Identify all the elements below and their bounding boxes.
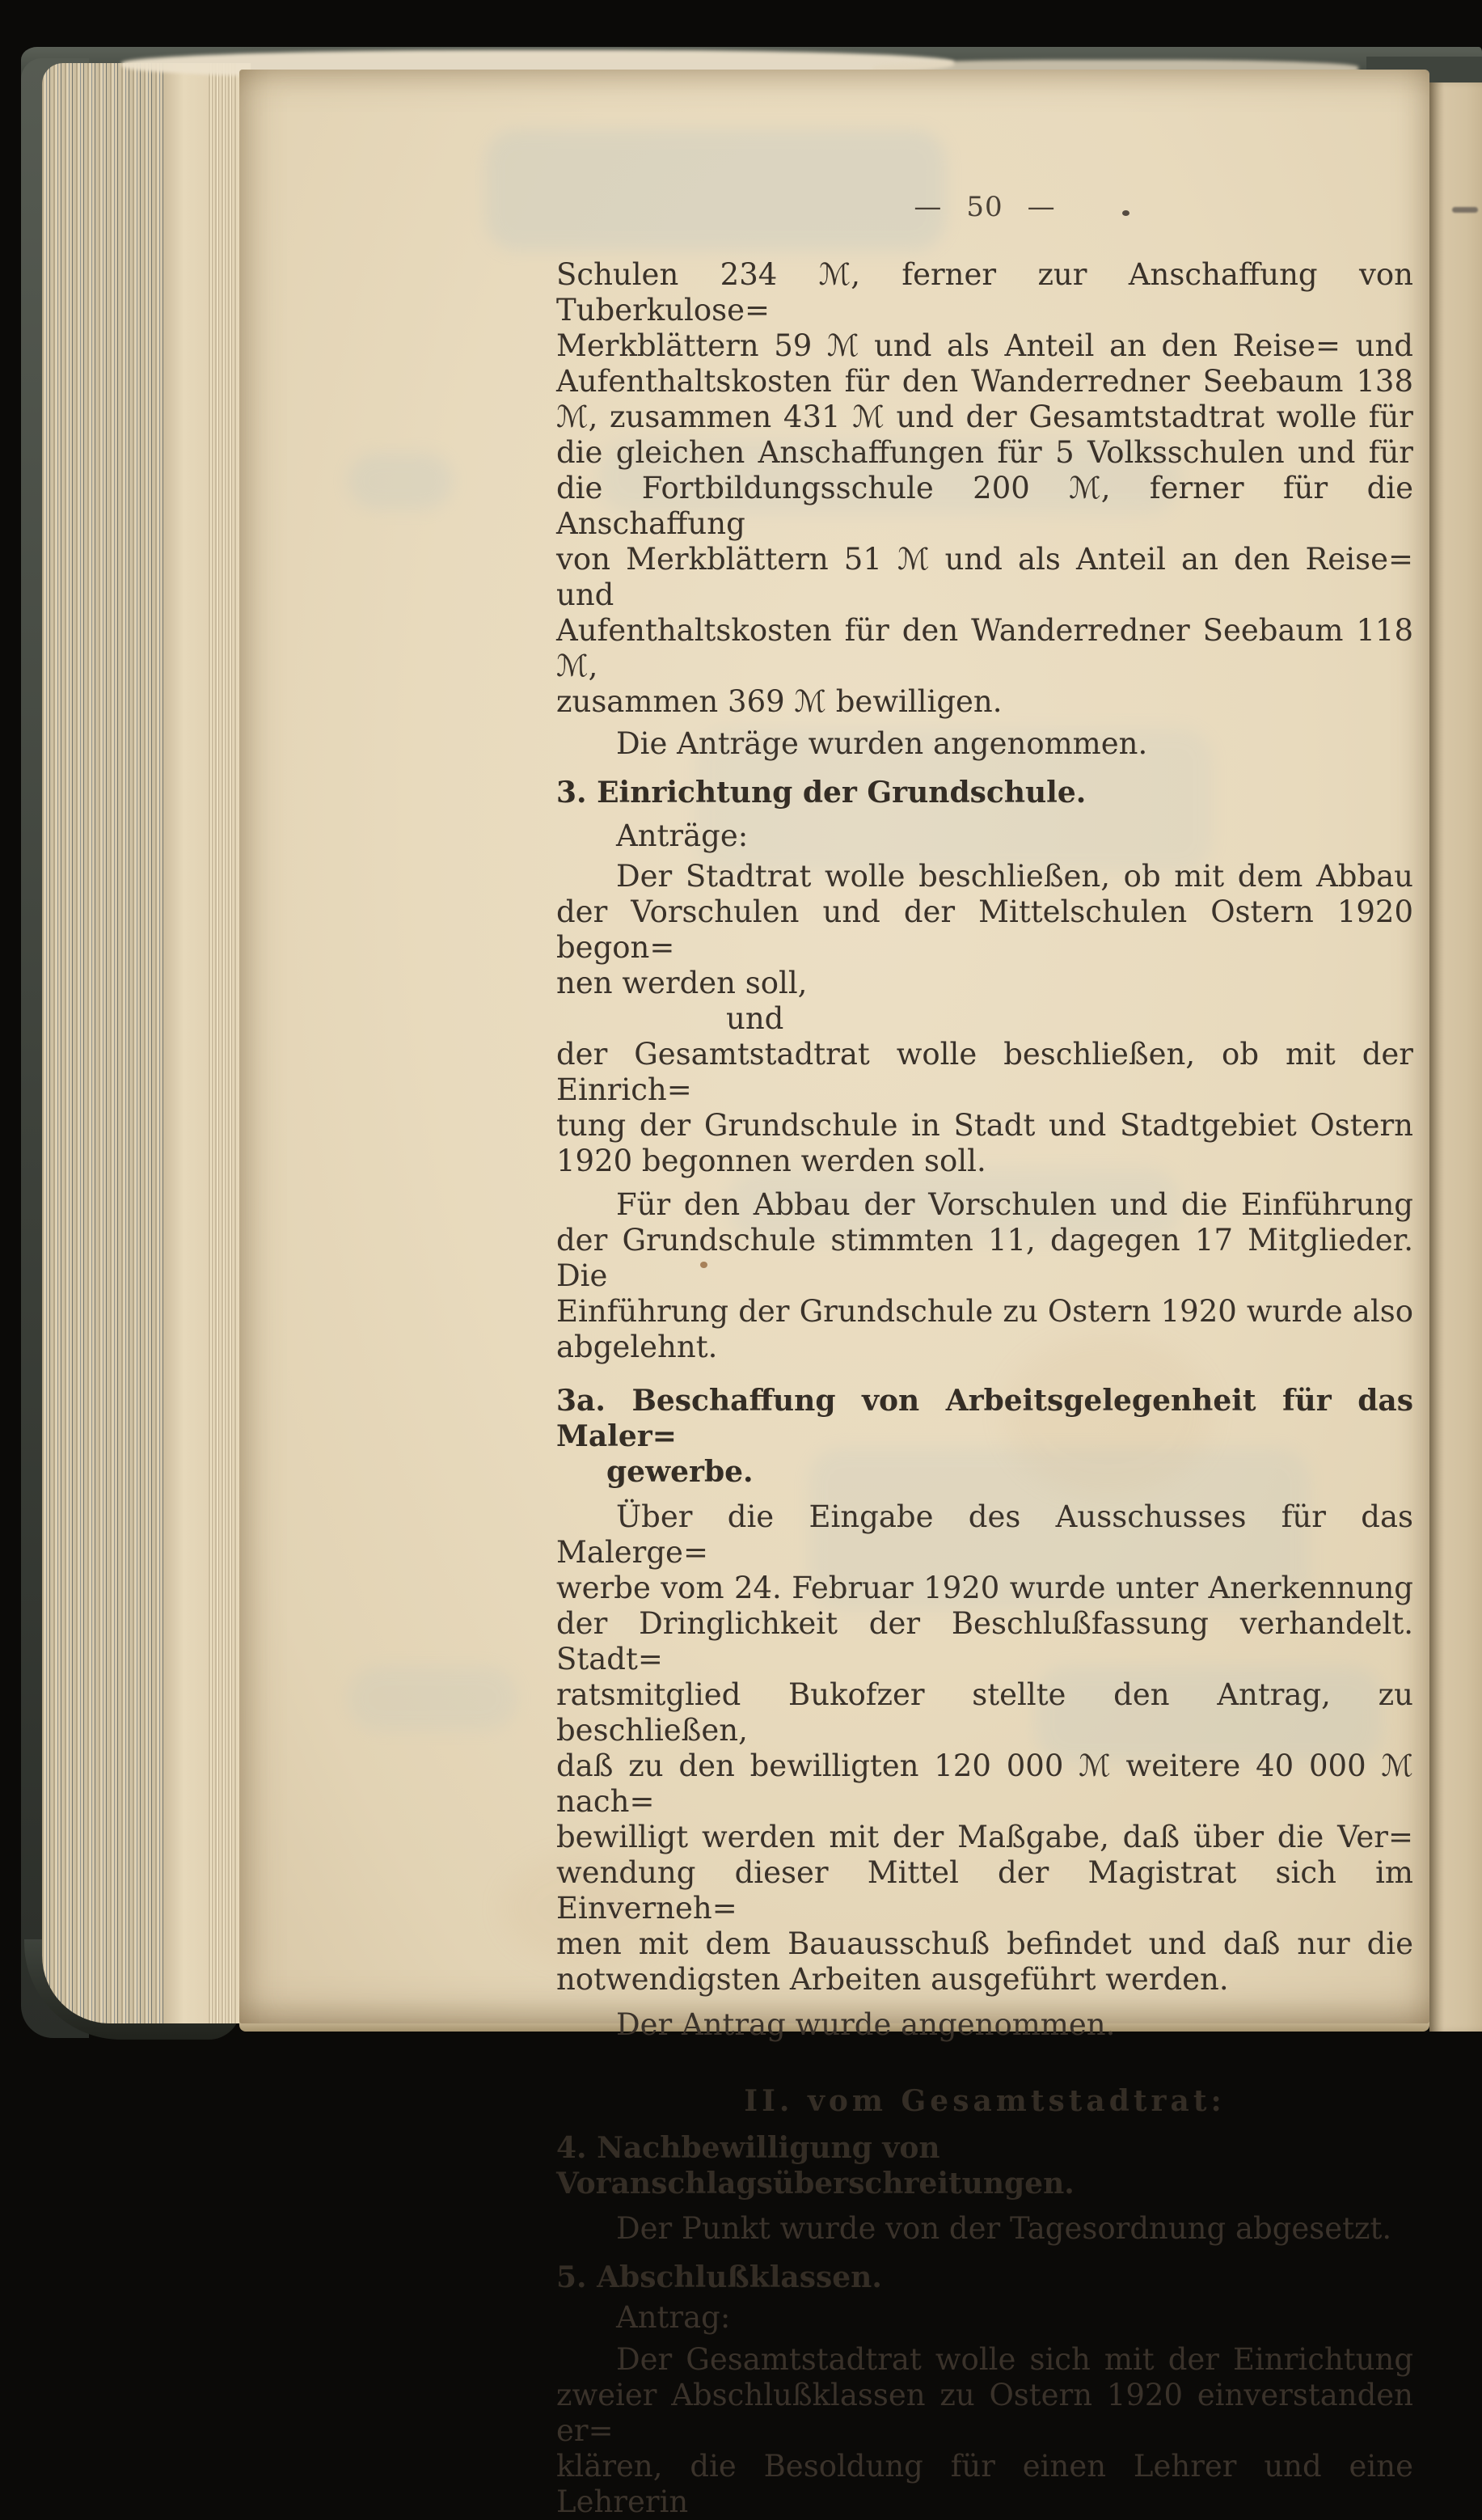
agenda-item-3-heading: 3. Einrichtung der Grundschule. [556,776,1087,810]
text-line: werbe vom 24. Februar 1920 wurde unter Anerkennung [556,1571,1413,1605]
page-edge-stack [42,63,251,2023]
text-line: ℳ, zusammen 431 ℳ und der Gesamtstadtrat wolle für [556,400,1413,434]
page-number-header [556,191,1413,223]
text-line: notwendigsten Arbeiten ausgeführt werden. [556,1962,1229,1997]
agenda-item-3a-heading-line2: gewerbe. [606,1455,754,1489]
header-dash-left: — [914,191,943,223]
text-line: zweier Abschlußklassen zu Ostern 1920 einverstanden er= [556,2378,1413,2448]
text-line: Schulen 234 ℳ, ferner zur Anschaffung von Tuberkulose= [556,257,1413,328]
text-line: 1920 begonnen werden soll. [556,1144,986,1178]
text-line: men mit dem Bauausschuß befindet und daß nur die [556,1926,1413,1961]
text-line: Einführung der Grundschule zu Ostern 1920 wurde also [556,1294,1413,1329]
text-line: Merkblättern 59 ℳ und als Anteil an den Reise= und [556,328,1413,363]
agenda-item-3a-heading: 3a. Beschaffung von Arbeitsgelegenheit für das Maler= [556,1384,1413,1453]
text-line: der Gesamtstadtrat wolle beschließen, ob mit der Einrich= [556,1037,1413,1107]
showthrough-ghost [485,129,946,251]
text-line: die gleichen Anschaffungen für 5 Volksschulen und für [556,435,1413,470]
text-line: tung der Grundschule in Stadt und Stadtgebiet Ostern [556,1108,1413,1143]
page-stack-striations-outer [42,63,163,2023]
text-line: Aufenthaltskosten für den Wanderredner Seebaum 138 [556,364,1413,399]
paper-speck [1452,207,1478,213]
section-heading-II: II. vom Gesamtstadtrat: [744,2084,1226,2118]
text-line: bewilligt werden mit der Maßgabe, daß über die Ver= [556,1820,1413,1854]
text-line: nen werden soll, [556,966,808,1000]
text-line: der Vorschulen und der Mittelschulen Ostern 1920 begon= [556,894,1413,965]
text-line: die Fortbildungsschule 200 ℳ, ferner für die Anschaffung [556,471,1413,541]
text-line: daß zu den bewilligten 120 000 ℳ weitere 40 000 ℳ nach= [556,1748,1413,1819]
text-line: der Grundschule stimmten 11, dagegen 17 Mitglieder. Die [556,1223,1413,1293]
resolution-text: Der Antrag wurde angenommen. [616,2007,1116,2042]
resolution-text: Die Anträge wurden angenommen. [616,726,1148,761]
text-line: Aufenthaltskosten für den Wanderredner Seebaum 118 ℳ, [556,613,1413,683]
text-line: ratsmitglied Bukofzer stellte den Antrag, zu beschließen, [556,1677,1413,1748]
text-line: Für den Abbau der Vorschulen und die Einführung [616,1187,1413,1222]
resolution-text: Der Punkt wurde von der Tagesordnung abgesetzt. [616,2211,1392,2246]
paper-speck [700,1262,707,1268]
header-dash-right: — [1027,191,1056,223]
text-line: von Merkblättern 51 ℳ und als Anteil an den Reise= und [556,542,1413,612]
text-line: wendung dieser Mittel der Magistrat sich im Einverneh= [556,1855,1413,1926]
page-stack-smooth-band [163,63,209,2023]
page-stack-striations-inner [209,63,236,2023]
text-line: klären, die Besoldung für einen Lehrer und eine Lehrerin [556,2449,1413,2519]
page-number: 50 [966,191,1003,223]
text-column [556,257,1413,2520]
underlying-page-right-edge [1429,82,1482,2032]
text-line: Der Stadtrat wolle beschließen, ob mit dem Abbau [616,859,1413,894]
agenda-item-5-heading: 5. Abschlußklassen. [556,2260,882,2294]
text-line: abgelehnt. [556,1330,718,1364]
agenda-item-4-heading: 4. Nachbewilligung von Voranschlagsüberschreitungen. [556,2131,1075,2201]
showthrough-ghost [348,1666,517,1731]
text-line: zusammen 369 ℳ bewilligen. [556,684,1003,719]
text-line: Über die Eingabe des Ausschusses für das Malerge= [556,1499,1413,1570]
text-line: Der Gesamtstadtrat wolle sich mit der Einrichtung [616,2342,1413,2377]
text-line: der Dringlichkeit der Beschlußfassung verhandelt. Stadt= [556,1606,1413,1676]
antrag-label: Antrag: [616,2300,731,2335]
antraege-label: Anträge: [616,818,749,853]
showthrough-ghost [348,453,453,509]
connector-word-und: und [726,1001,784,1036]
paper-speck [1122,210,1129,216]
